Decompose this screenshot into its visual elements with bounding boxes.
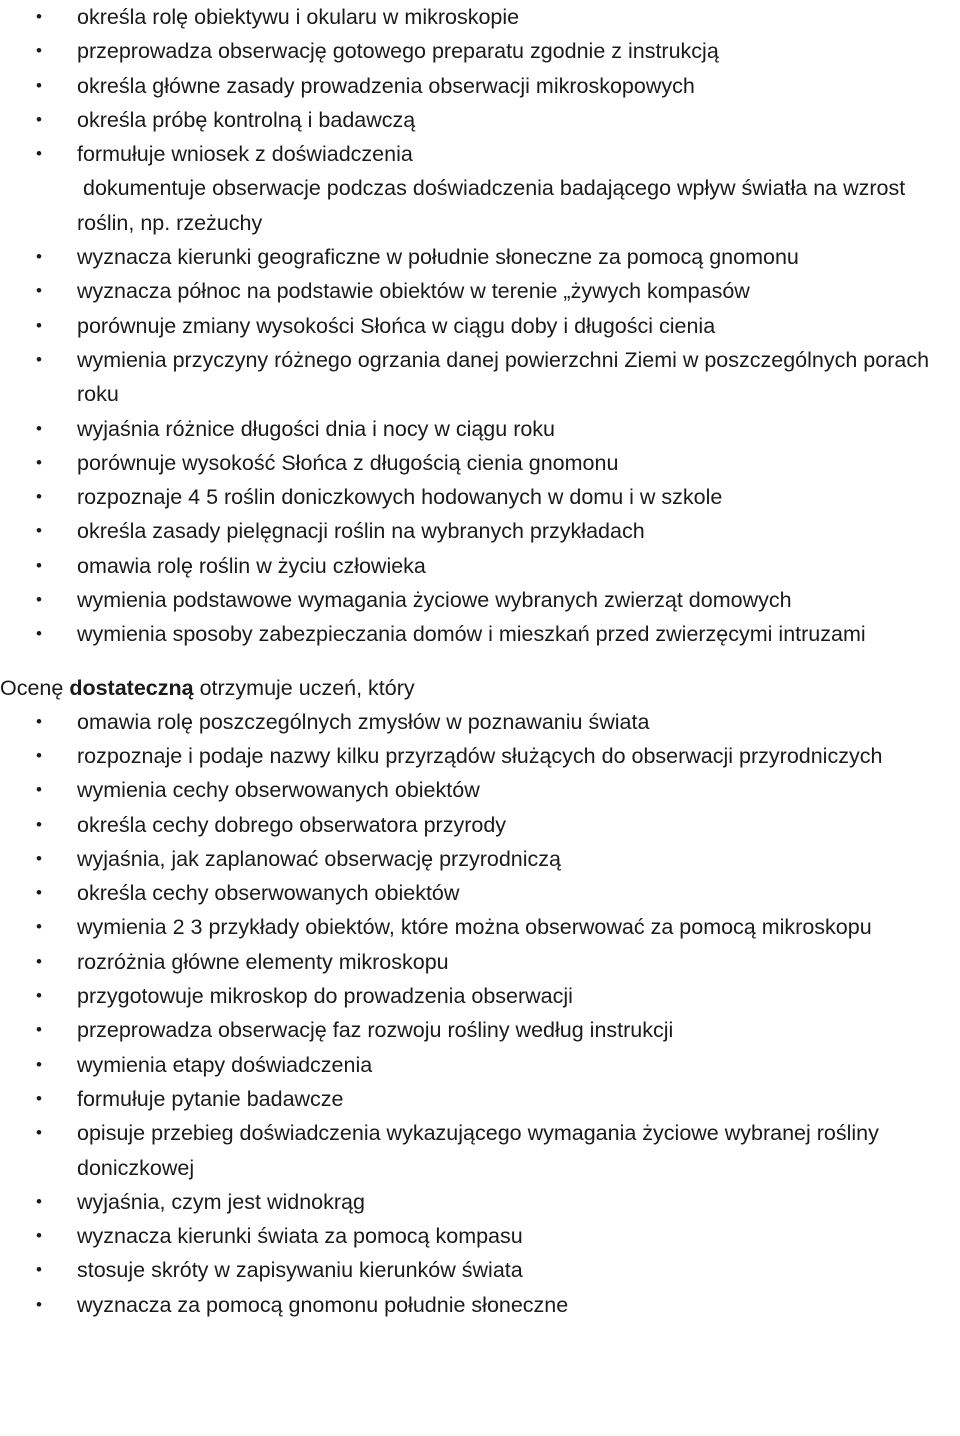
grade-heading — [0, 671, 960, 705]
list-item: • przeprowadza obserwację faz rozwoju rośliny według instrukcji — [0, 1013, 960, 1047]
list-item: • rozpoznaje i podaje nazwy kilku przyrządów służących do obserwacji przyrodniczych — [0, 739, 960, 773]
list-item: • określa rolę obiektywu i okularu w mikroskopie — [0, 0, 960, 34]
list-item: • określa główne zasady prowadzenia obserwacji mikroskopowych — [0, 69, 960, 103]
grade-heading-suffix: otrzymuje uczeń, który — [193, 675, 415, 700]
list-item: • porównuje wysokość Słońca z długością cienia gnomonu — [0, 446, 960, 480]
list-item: • rozpoznaje 4 5 roślin doniczkowych hodowanych w domu i w szkole — [0, 480, 960, 514]
list-item: dokumentuje obserwacje podczas doświadczenia badającego wpływ światła na wzrost roślin, np. rzeżuchy — [77, 176, 906, 235]
list-item: • wyznacza północ na podstawie obiektów w terenie „żywych kompasów — [0, 274, 960, 308]
list-item: • stosuje skróty w zapisywaniu kierunków świata — [0, 1253, 960, 1287]
list-item: • wymienia sposoby zabezpieczania domów i mieszkań przed zwierzęcymi intruzami — [0, 617, 960, 651]
list-item: • określa zasady pielęgnacji roślin na wybranych przykładach — [0, 514, 960, 548]
requirements-list-previous — [0, 0, 960, 652]
list-item: • określa cechy obserwowanych obiektów — [0, 876, 960, 910]
list-item: • wyznacza za pomocą gnomonu południe słoneczne — [0, 1288, 960, 1322]
list-item: • przygotowuje mikroskop do prowadzenia obserwacji — [0, 979, 960, 1013]
list-item: • opisuje przebieg doświadczenia wykazującego wymagania życiowe wybranej rośliny doniczkowej — [0, 1116, 960, 1185]
list-item: • wyjaśnia różnice długości dnia i nocy w ciągu roku — [0, 412, 960, 446]
list-item: • wymienia podstawowe wymagania życiowe wybranych zwierząt domowych — [0, 583, 960, 617]
list-item: • wyjaśnia, czym jest widnokrąg — [0, 1185, 960, 1219]
list-item: • rozróżnia główne elementy mikroskopu — [0, 945, 960, 979]
list-item: • wyznacza kierunki geograficzne w południe słoneczne za pomocą gnomonu — [0, 240, 960, 274]
list-item: • wymienia cechy obserwowanych obiektów — [0, 773, 960, 807]
list-item: • przeprowadza obserwację gotowego preparatu zgodnie z instrukcją — [0, 34, 960, 68]
list-item: • wymienia przyczyny różnego ogrzania danej powierzchni Ziemi w poszczególnych porach roku — [0, 343, 960, 412]
grade-heading-prefix: Ocenę — [0, 675, 70, 700]
list-item: • wymienia 2 3 przykłady obiektów, które można obserwować za pomocą mikroskopu — [0, 910, 960, 944]
list-item: • omawia rolę roślin w życiu człowieka — [0, 549, 960, 583]
list-item: • wyjaśnia, jak zaplanować obserwację przyrodniczą — [0, 842, 960, 876]
list-item: • wyznacza kierunki świata za pomocą kompasu — [0, 1219, 960, 1253]
requirements-list-sufficient — [0, 705, 960, 1322]
list-item: • porównuje zmiany wysokości Słońca w ciągu doby i długości cienia — [0, 309, 960, 343]
list-item: • formułuje pytanie badawcze — [0, 1082, 960, 1116]
list-item: • omawia rolę poszczególnych zmysłów w poznawaniu świata — [0, 705, 960, 739]
list-item: • określa cechy dobrego obserwatora przyrody — [0, 808, 960, 842]
list-item: • formułuje wniosek z doświadczenia — [0, 137, 960, 171]
list-item: • określa próbę kontrolną i badawczą — [0, 103, 960, 137]
list-item: • wymienia etapy doświadczenia — [0, 1048, 960, 1082]
grade-name: dostateczną — [69, 675, 194, 700]
